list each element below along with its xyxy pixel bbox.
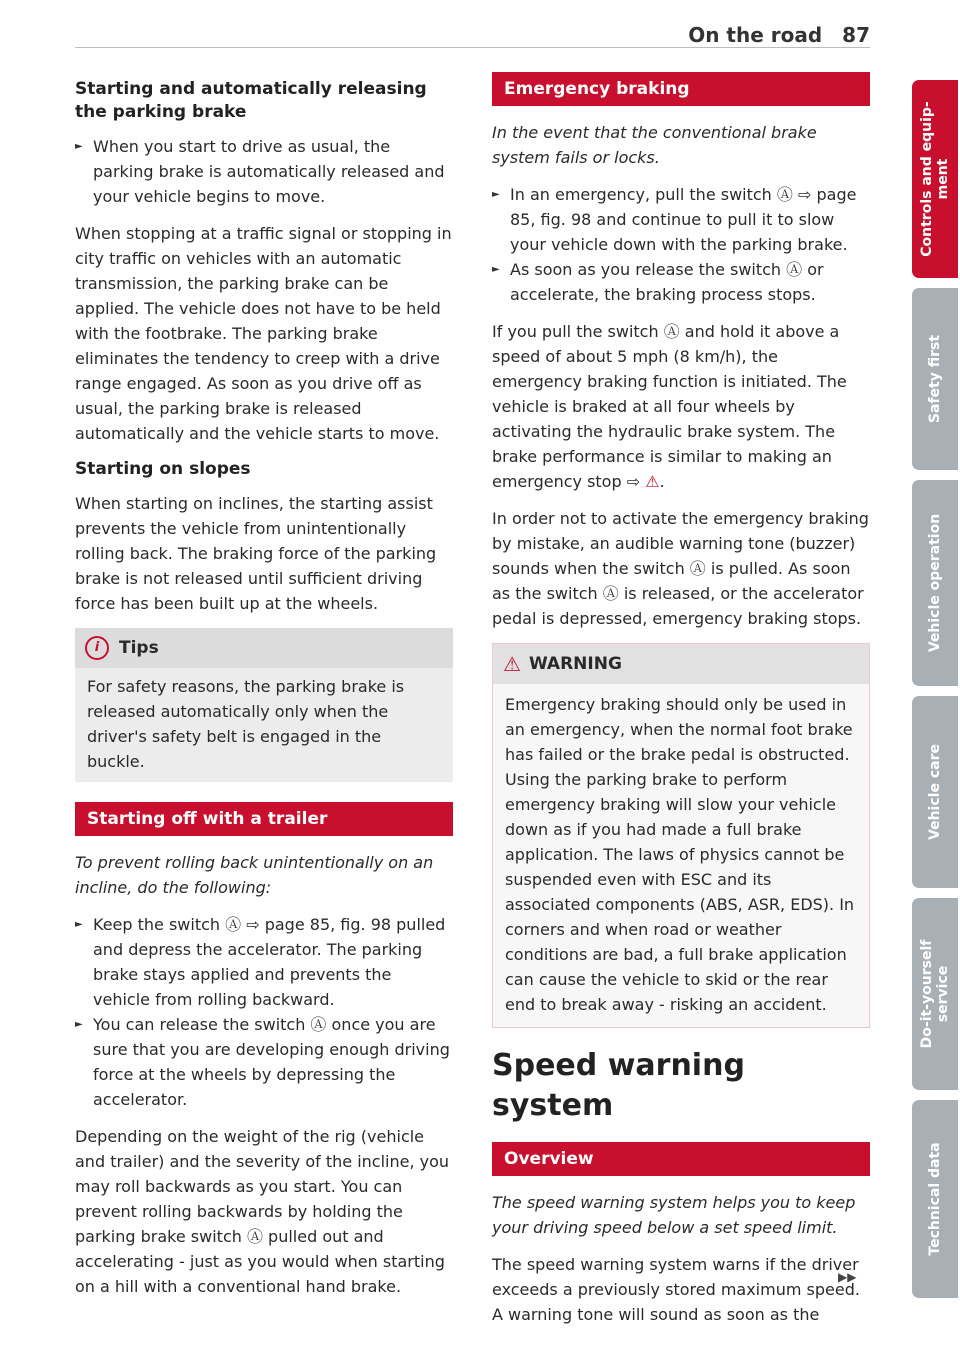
warning-triangle-icon: ⚠: [503, 652, 521, 676]
tips-box: [75, 628, 453, 782]
list-item: ► You can release the switch Ⓐ once you are sure that you are developing enough driving force at the wheels by depressing the accelerator.: [75, 1012, 453, 1112]
section-bar-trailer: Starting off with a trailer: [75, 802, 453, 836]
tab-do-it-yourself-service[interactable]: [912, 898, 958, 1090]
paragraph: In order not to activate the emergency braking by mistake, an audible warning tone (buzzer) sounds when the switch Ⓐ is pulled. As soon as the switch Ⓐ is released, or the accelerator pedal is depressed, emergency braking stops.: [492, 509, 869, 628]
intro-text: In the event that the conventional brake system fails or locks.: [492, 123, 817, 167]
tab-technical-data[interactable]: [912, 1100, 958, 1298]
warning-header: [493, 644, 869, 684]
step-list: [492, 182, 870, 307]
step-list: [75, 134, 453, 209]
tab-controls-and-equipment[interactable]: [912, 80, 958, 278]
info-icon: i: [85, 636, 109, 660]
tips-text: For safety reasons, the parking brake is released automatically only when the driver's safety belt is engaged in the buckle.: [87, 677, 405, 771]
paragraph: If you pull the switch Ⓐ and hold it above a speed of about 5 mph (8 km/h), the emergency braking function is initiated. The vehicle is braked at all four wheels by activating the hydraulic brake system. The brake performance is similar to making an emergency stop ⇨ ⚠.: [492, 322, 847, 491]
left-column: [75, 72, 453, 1311]
tab-vehicle-operation[interactable]: [912, 480, 958, 686]
section-title: On the road: [688, 23, 823, 47]
intro-text: The speed warning system helps you to keep your driving speed below a set speed limit.: [492, 1193, 856, 1237]
tab-vehicle-care[interactable]: [912, 696, 958, 888]
tab-label: Safety first: [927, 334, 943, 424]
list-item: ► When you start to drive as usual, the parking brake is automatically released and your vehicle begins to move.: [75, 134, 453, 209]
tab-safety-first[interactable]: [912, 288, 958, 470]
tab-label: Technical data: [927, 1142, 943, 1256]
intro-text: To prevent rolling back unintentionally on an incline, do the following:: [75, 853, 434, 897]
list-item: ► As soon as you release the switch Ⓐ or accelerate, the braking process stops.: [492, 257, 870, 307]
heading-speed-warning: Speed warning system: [492, 1048, 745, 1123]
list-item: ► In an emergency, pull the switch Ⓐ ⇨ page 85, fig. 98 and continue to pull it to slow your vehicle down with the parking brake.: [492, 182, 870, 257]
step-list: [75, 912, 453, 1112]
header-rule: [75, 47, 870, 48]
tips-header: [75, 628, 453, 668]
heading-starting-on-slopes: Starting on slopes: [75, 459, 251, 479]
right-column: [492, 72, 870, 1339]
running-head: [470, 23, 870, 48]
section-bar-overview: Overview: [492, 1142, 870, 1176]
page-number: 87: [842, 23, 870, 47]
paragraph-text: If you pull the switch Ⓐ and hold it above a speed of about 5 mph (8 km/h), the emergency braking function is initiated. The vehicle is braked at all four wheels by activating the hydraulic brake system. The brake performance is similar to making an emergency stop ⇨: [492, 322, 847, 491]
paragraph: When starting on inclines, the starting assist prevents the vehicle from unintentionally rolling back. The braking force of the parking brake is not released until sufficient driving force has been built up at the wheels.: [75, 494, 437, 613]
warning-text: Emergency braking should only be used in an emergency, when the normal foot brake has failed or the brake pedal is obstructed. Using the parking brake to perform emergency braking will slow your vehicle down as if you had made a full brake application. The laws of physics cannot be suspended even with ESC and its associated components (ABS, ASR, EDS). In corners and when road or weather conditions are bad, a full brake application can cause the vehicle to skid or the rear end to break away - risking an accident.: [505, 695, 855, 1014]
tips-label: Tips: [119, 638, 159, 658]
paragraph: The speed warning system warns if the driver exceeds a previously stored maximum speed. A warning tone will sound as soon as the: [492, 1255, 860, 1324]
warning-label: WARNING: [528, 654, 622, 674]
continue-arrow-icon: ▶▶: [838, 1270, 857, 1284]
warning-box: [492, 643, 870, 1028]
heading-starting-auto-release: Starting and automatically releasing the parking brake: [75, 79, 427, 122]
paragraph: Depending on the weight of the rig (vehicle and trailer) and the severity of the incline, you may roll backwards as you start. You can prevent rolling backwards by holding the parking brake switch Ⓐ pulled out and accelerating - just as you would when starting on a hill with a conventional hand brake.: [75, 1127, 450, 1296]
tab-label: Controls and equip- ment: [919, 101, 951, 257]
tab-label: Do-it-yourself service: [919, 939, 951, 1049]
section-bar-emergency: Emergency braking: [492, 72, 870, 106]
tab-label: Vehicle operation: [927, 513, 943, 653]
tab-label: Vehicle care: [927, 744, 943, 840]
list-item: ► Keep the switch Ⓐ ⇨ page 85, fig. 98 pulled and depress the accelerator. The parking brake stays applied and prevents the vehicle from rolling backward.: [75, 912, 453, 1012]
paragraph: When stopping at a traffic signal or stopping in city traffic on vehicles with an automatic transmission, the parking brake can be applied. The vehicle does not have to be held with the footbrake. The parking brake eliminates the tendency to creep with a drive range engaged. As soon as you drive off as usual, the parking brake is released automatically and the vehicle starts to move.: [75, 224, 452, 443]
warning-ref-icon: ⚠: [645, 472, 660, 491]
